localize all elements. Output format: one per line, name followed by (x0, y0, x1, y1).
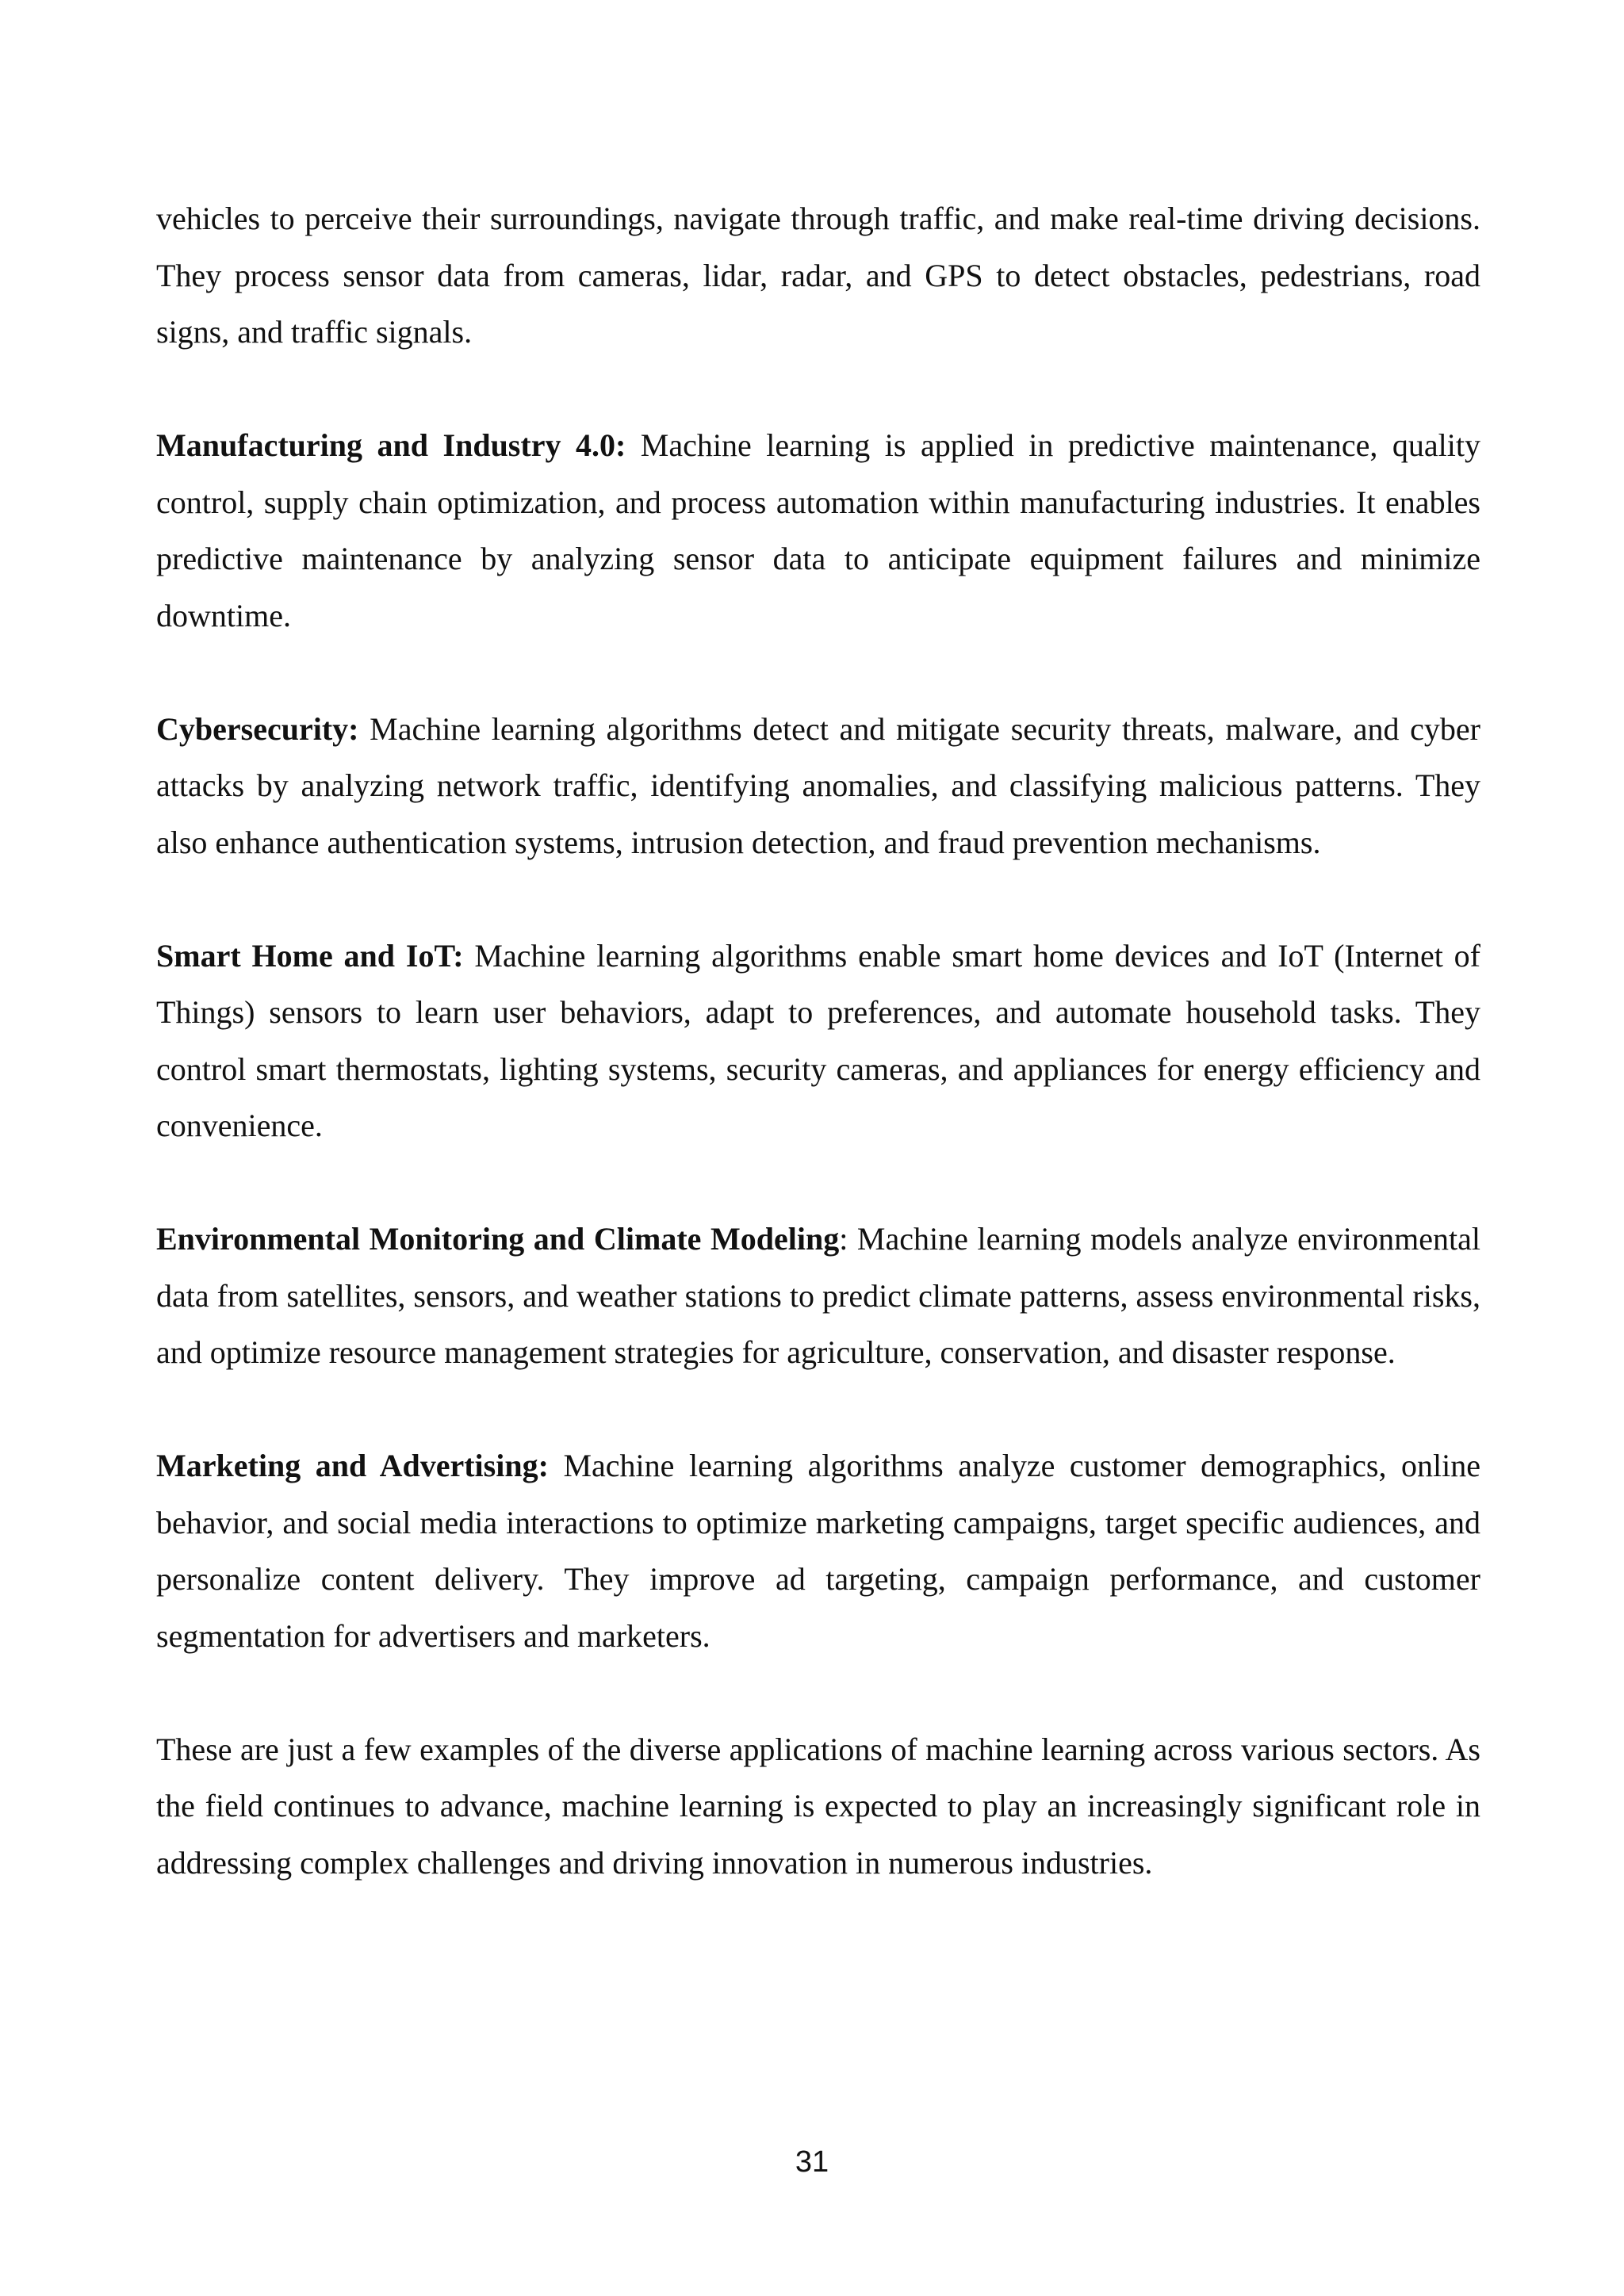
paragraph-text: Machine learning models analyze environmental data from satellites, sensors, and weather stations to predict climate patterns, assess environmental risks, and optimize resource management strategies for agriculture, conservation, and disaster response. (156, 1221, 1481, 1370)
paragraph-separator: : (839, 1221, 848, 1257)
paragraph-autonomous-vehicles-continued (156, 190, 1480, 361)
paragraph-heading: Marketing and Advertising: (156, 1448, 549, 1483)
page-body (156, 190, 1480, 1948)
paragraph-text: Machine learning algorithms enable smart home devices and IoT (Internet of Things) sensors to learn user behaviors, adapt to preferences, and automate household tasks. They control smart thermostats, lighting systems, security cameras, and appliances for energy efficiency and convenience. (156, 937, 1480, 1143)
page-number: 31 (795, 2145, 829, 2179)
paragraph-text: Machine learning is applied in predictive maintenance, quality control, supply chain optimization, and process automation within manufacturing industries. It enables predictive maintenance by analyzing sensor data to anticipate equipment failures and minimize downtime. (156, 427, 1480, 633)
paragraph-smart-home-iot (156, 928, 1480, 1154)
paragraph-manufacturing (156, 417, 1480, 644)
paragraph-text: vehicles to perceive their surroundings, navigate through traffic, and make real-time driving decisions. They process sensor data from cameras, lidar, radar, and GPS to detect obstacles, pedestrians, road signs, and traffic signals. (156, 201, 1480, 350)
paragraph-conclusion (156, 1721, 1480, 1892)
paragraph-heading: Cybersecurity: (156, 710, 359, 747)
paragraph-text: Machine learning algorithms detect and mitigate security threats, malware, and cyber attacks by analyzing network traffic, identifying anomalies, and classifying malicious patterns. They also enhance authentication systems, intrusion detection, and fraud prevention mechanisms. (156, 710, 1480, 860)
paragraph-text: Machine learning algorithms analyze customer demographics, online behavior, and social media interactions to optimize marketing campaigns, target specific audiences, and personalize content delivery. They improve ad targeting, campaign performance, and customer segmentation for advertisers and marketers. (156, 1448, 1480, 1654)
paragraph-heading: Manufacturing and Industry 4.0: (156, 427, 626, 463)
paragraph-environmental-monitoring (156, 1211, 1480, 1381)
paragraph-cybersecurity (156, 701, 1480, 871)
paragraph-marketing-advertising (156, 1437, 1480, 1664)
paragraph-heading: Smart Home and IoT: (156, 937, 464, 974)
paragraph-heading: Environmental Monitoring and Climate Modeling (156, 1221, 840, 1257)
paragraph-text: These are just a few examples of the diverse applications of machine learning across various sectors. As the field continues to advance, machine learning is expected to play an increasingly significant role in addressing complex challenges and driving innovation in numerous industries. (156, 1731, 1480, 1881)
